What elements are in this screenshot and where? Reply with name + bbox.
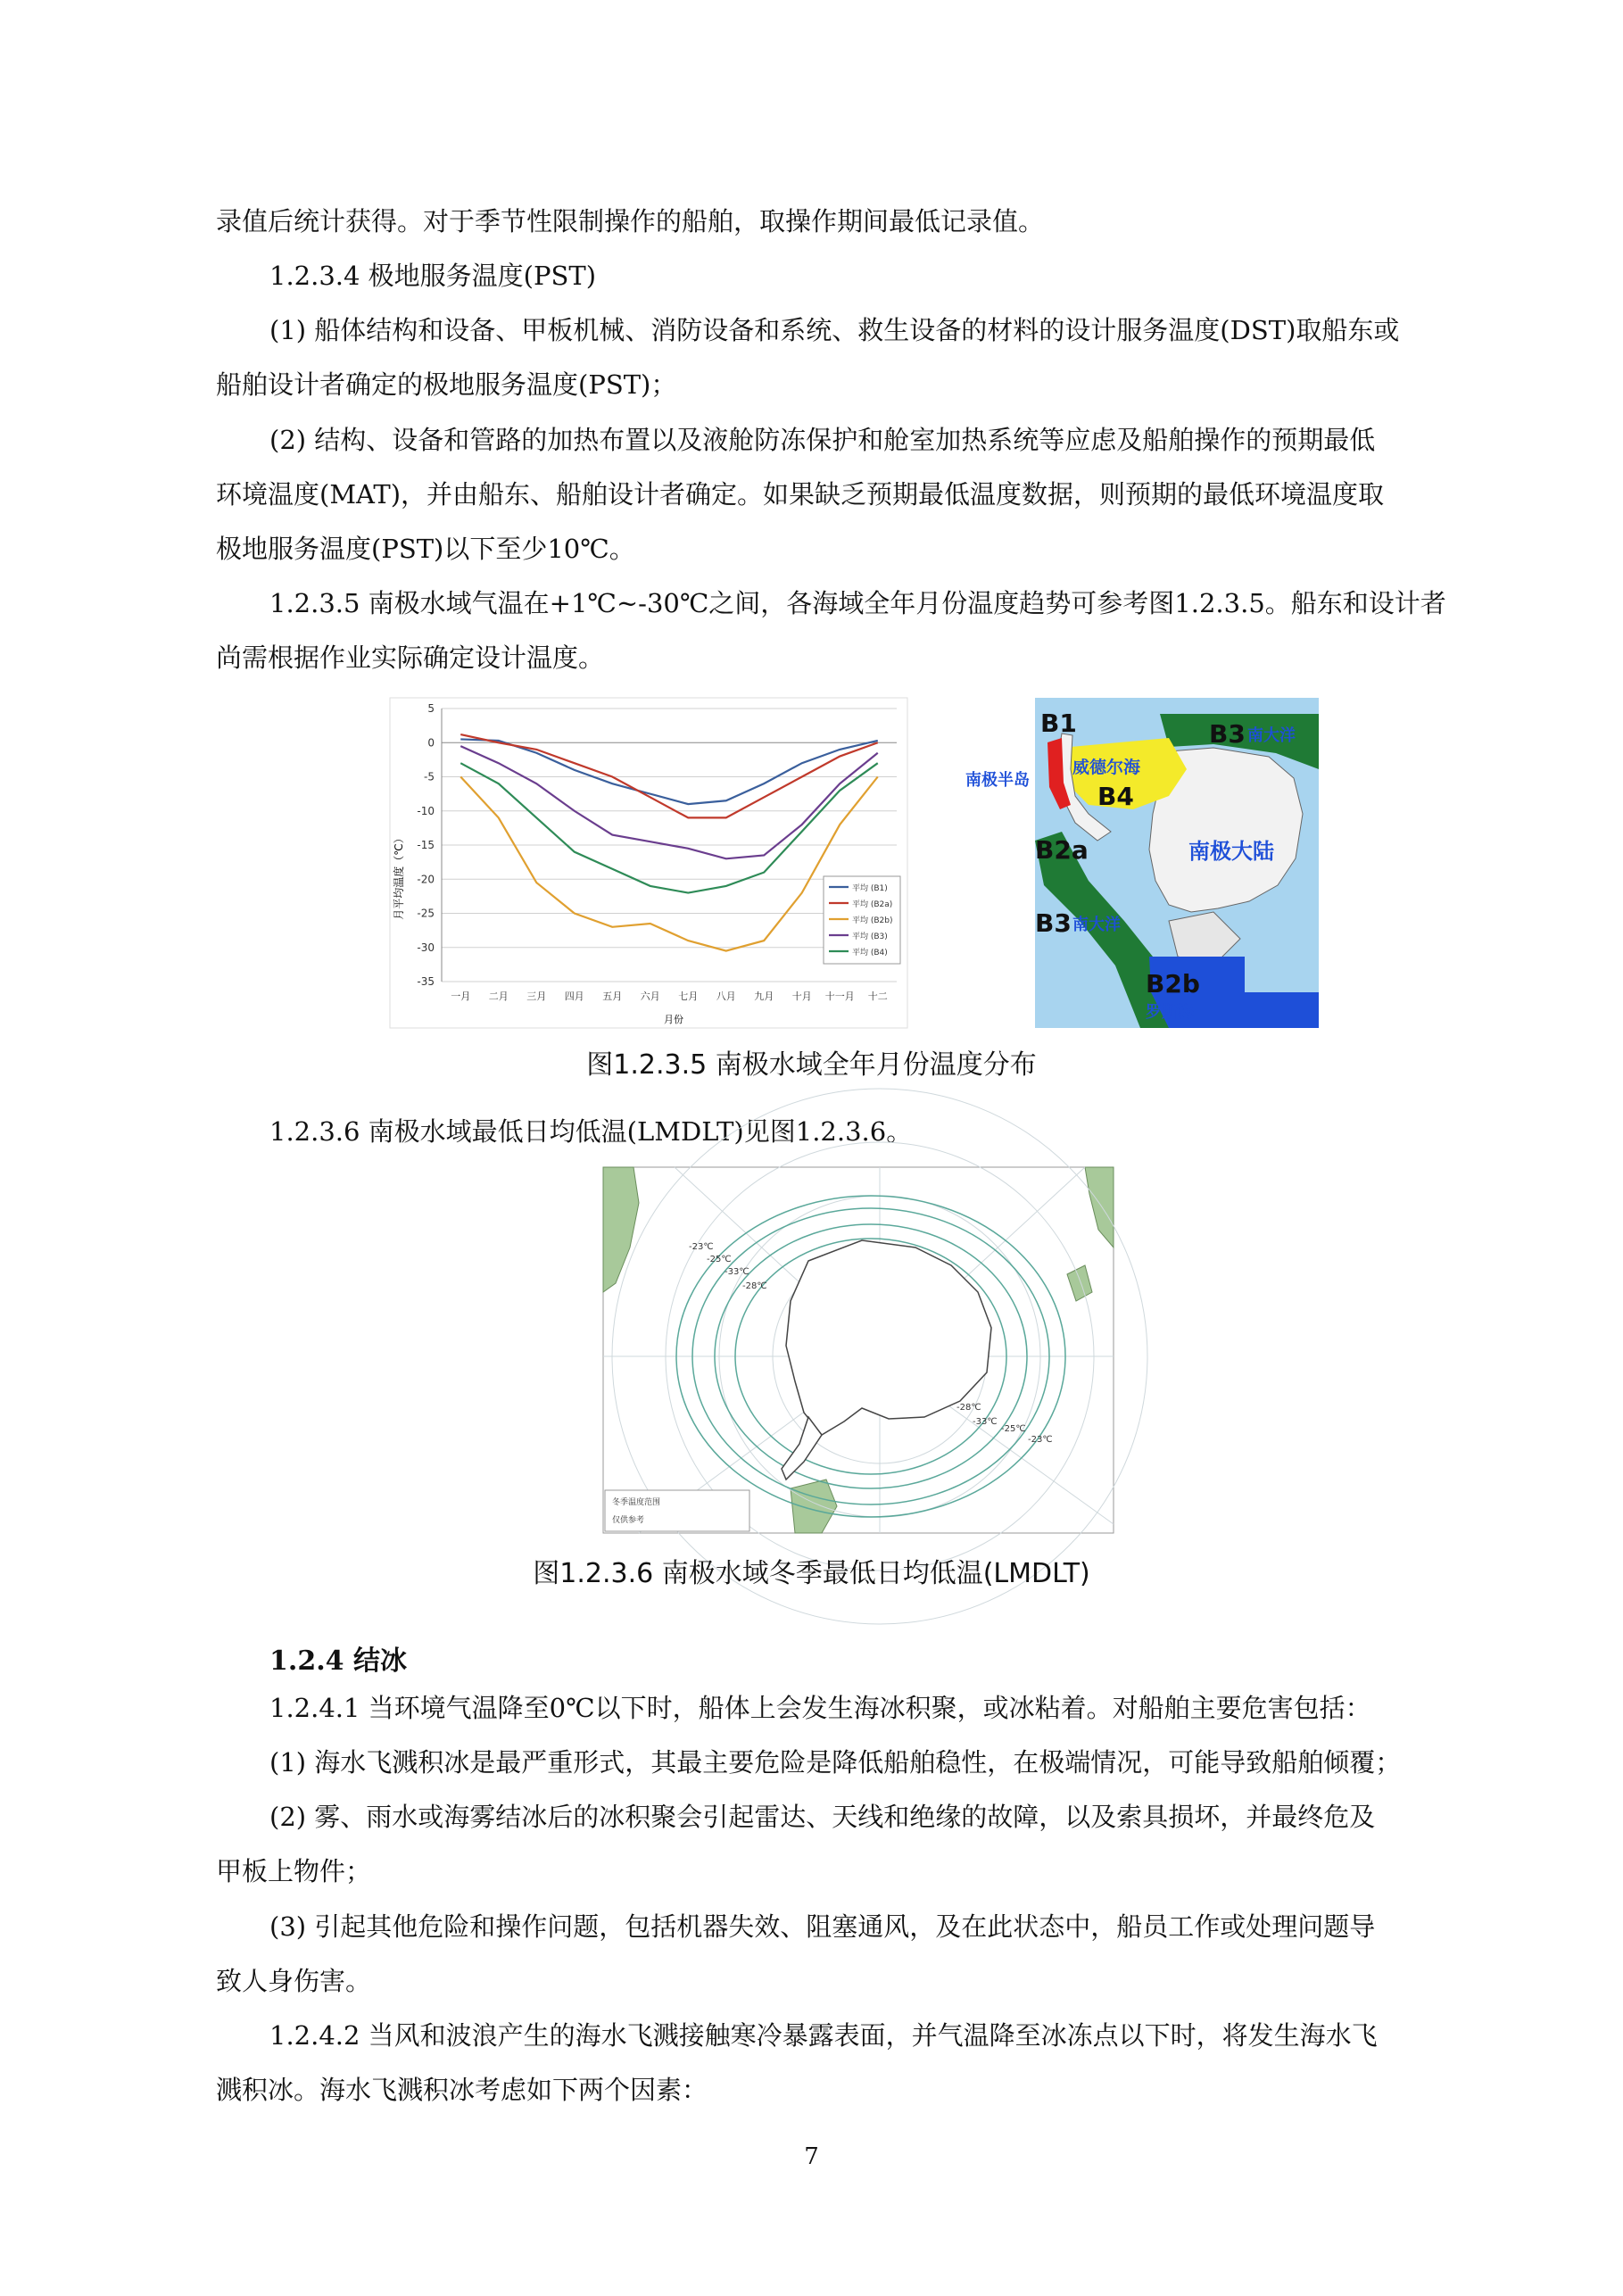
- chart-y-axis-label: 月平均温度（℃）: [393, 833, 405, 920]
- monthly-temperature-chart: [390, 698, 907, 1028]
- chart-y-tick-label: -35: [417, 975, 435, 988]
- chart-y-tick-label: -10: [417, 804, 435, 817]
- chart-y-tick-label: -20: [417, 873, 435, 886]
- chart-x-tick-label: 十月: [791, 991, 812, 1002]
- chart-x-tick-label: 二月: [488, 991, 509, 1002]
- label-continent: 南极大陆: [1188, 839, 1274, 864]
- chart-x-axis-label: 月份: [664, 1014, 683, 1025]
- map-legend-line1: 冬季温度范围: [612, 1498, 661, 1507]
- label-b2a: B2a: [1035, 835, 1089, 865]
- paragraph-icing-2-line2: 甲板上物件；: [216, 1856, 372, 1886]
- label-b2b: B2b: [1146, 969, 1200, 999]
- contour-label: -25℃: [1001, 1424, 1026, 1434]
- chart-y-tick-label: -5: [424, 770, 435, 783]
- paragraph-1-2-3-5-line1: 1.2.3.5 南极水域气温在+1℃~-30℃之间，各海域全年月份温度趋势可参考图1.2.3.5。船东和设计者: [269, 588, 1446, 618]
- paragraph-pst-2-line2: 环境温度(MAT)，并由船东、船舶设计者确定。如果缺乏预期最低温度数据，则预期的最低环境温度取: [216, 479, 1385, 510]
- contour-label: -33℃: [973, 1417, 998, 1427]
- chart-x-tick-label: 六月: [640, 991, 660, 1002]
- section-1-2-3-4-title: 1.2.3.4 极地服务温度(PST): [269, 261, 597, 291]
- map-legend-line2: 仅供参考: [612, 1516, 645, 1525]
- chart-y-tick-label: -25: [417, 907, 435, 920]
- chart-x-tick-label: 七月: [678, 991, 699, 1002]
- page-number: 7: [804, 2143, 819, 2170]
- chart-legend-label: 平均 (B1): [852, 884, 888, 893]
- paragraph-icing-3-line1: (3) 引起其他危险和操作问题，包括机器失效、阻塞通风，及在此状态中，船员工作或处理问题导: [269, 1911, 1376, 1942]
- map-legend-box: [605, 1490, 749, 1531]
- paragraph-pst-2-line3: 极地服务温度(PST)以下至少10℃。: [216, 534, 635, 564]
- figure-1-2-3-6-caption: 图1.2.3.6 南极水域冬季最低日均低温(LMDLT): [533, 1558, 1090, 1589]
- label-peninsula: 南极半岛: [965, 771, 1030, 790]
- chart-y-tick-label: -30: [417, 941, 435, 954]
- label-ross: 罗斯海: [1146, 1003, 1194, 1022]
- chart-x-tick-label: 四月: [564, 991, 584, 1002]
- paragraph-pst-2-line1: (2) 结构、设备和管路的加热布置以及液舱防冻保护和舱室加热系统等应虑及船舶操作的预期最低: [269, 425, 1376, 455]
- chart-legend-label: 平均 (B2a): [852, 900, 893, 909]
- chart-x-tick-label: 三月: [526, 991, 547, 1002]
- chart-x-tick-label: 九月: [754, 991, 774, 1002]
- chart-legend-label: 平均 (B4): [852, 949, 888, 957]
- lmdlt-polar-map: [603, 1167, 1114, 1533]
- paragraph-icing-2-line1: (2) 雾、雨水或海雾结冰后的冰积聚会引起雷达、天线和绝缘的故障，以及索具损坏，并最终危及: [269, 1802, 1376, 1832]
- paragraph-1-2-3-5-line2: 尚需根据作业实际确定设计温度。: [216, 642, 605, 673]
- paragraph-icing-3-line2: 致人身伤害。: [216, 1966, 372, 1996]
- chart-x-tick-label: 十一月: [824, 991, 855, 1002]
- chart-x-tick-label: 八月: [716, 991, 736, 1002]
- paragraph-1-2-3-6: 1.2.3.6 南极水域最低日均低温(LMDLT)见图1.2.3.6。: [269, 1116, 913, 1147]
- chart-y-tick-label: -15: [417, 839, 435, 851]
- chart-y-tick-label: 0: [427, 736, 435, 750]
- chart-x-tick-label: 一月: [451, 991, 471, 1002]
- chart-legend-label: 平均 (B3): [852, 932, 888, 941]
- paragraph-continuation: 录值后统计获得。对于季节性限制操作的船舶，取操作期间最低记录值。: [216, 206, 1045, 236]
- contour-label: -23℃: [689, 1242, 714, 1252]
- contour-label: -33℃: [725, 1267, 749, 1277]
- chart-x-tick-label: 十二: [867, 991, 888, 1002]
- paragraph-pst-1-line2: 船舶设计者确定的极地服务温度(PST)；: [216, 369, 677, 400]
- paragraph-1-2-4-2-line2: 溅积冰。海水飞溅积冰考虑如下两个因素：: [216, 2075, 708, 2105]
- antarctic-regions-map: [965, 698, 1319, 1028]
- chart-y-tick-label: 5: [427, 702, 435, 715]
- figure-1-2-3-5-caption: 图1.2.3.5 南极水域全年月份温度分布: [586, 1049, 1037, 1081]
- paragraph-pst-1-line1: (1) 船体结构和设备、甲板机械、消防设备和系统、救生设备的材料的设计服务温度(DST)取船东或: [269, 315, 1400, 345]
- label-b3-top: B3: [1209, 719, 1246, 749]
- contour-label: -28℃: [742, 1281, 767, 1291]
- section-1-2-4-heading: 1.2.4 结冰: [269, 1645, 407, 1677]
- contour-label: -25℃: [707, 1255, 732, 1264]
- paragraph-1-2-4-1: 1.2.4.1 当环境气温降至0℃以下时，船体上会发生海冰积聚，或冰粘着。对船舶主要危害包括：: [269, 1693, 1371, 1723]
- label-weddell: 威德尔海: [1072, 758, 1141, 777]
- contour-label: -23℃: [1028, 1435, 1053, 1445]
- chart-legend-label: 平均 (B2b): [852, 916, 893, 925]
- label-nandayang-left: 南大洋: [1072, 916, 1121, 934]
- b2b-ross-band: [1245, 992, 1319, 1003]
- label-nandayang-top: 南大洋: [1247, 726, 1296, 745]
- chart-x-tick-label: 五月: [602, 991, 623, 1002]
- contour-label: -28℃: [956, 1403, 981, 1413]
- paragraph-icing-1: (1) 海水飞溅积冰是最严重形式，其最主要危险是降低船舶稳性，在极端情况，可能导致船舶倾覆；: [269, 1747, 1402, 1778]
- label-b3-left: B3: [1035, 908, 1072, 938]
- label-b4: B4: [1097, 782, 1134, 811]
- label-b1: B1: [1040, 709, 1077, 738]
- paragraph-1-2-4-2-line1: 1.2.4.2 当风和波浪产生的海水飞溅接触寒冷暴露表面，并气温降至冰冻点以下时，将发生海水飞: [269, 2020, 1378, 2051]
